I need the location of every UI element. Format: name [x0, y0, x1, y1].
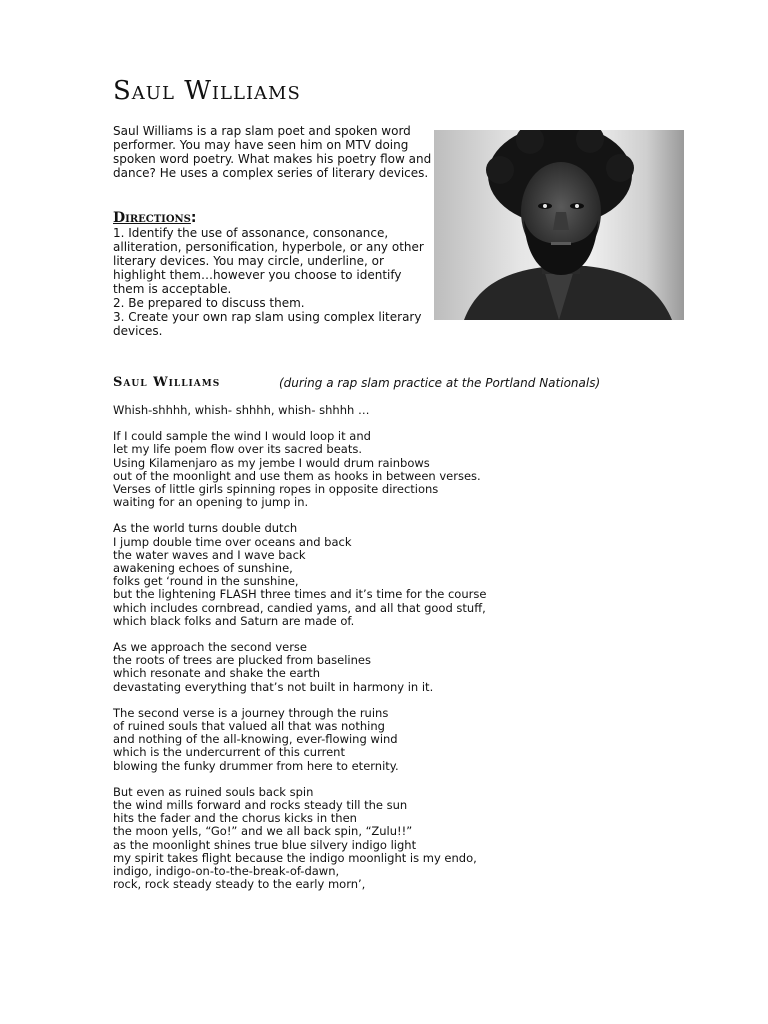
poem-line: I jump double time over oceans and back [113, 534, 352, 549]
author-portrait-image [434, 130, 684, 320]
poem-body [113, 404, 673, 905]
poem-line: waiting for an opening to jump in. [113, 495, 309, 510]
poem-line: Using Kilamenjaro as my jembe I would drum rainbows [113, 455, 430, 470]
poem-stanza [113, 641, 673, 694]
poem-line: blowing the funky drummer from here to eternity. [113, 758, 399, 773]
poem-line: let my life poem flow over its sacred beats. [113, 442, 362, 457]
poem-line: folks get ‘round in the sunshine, [113, 574, 299, 589]
poem-line: devastating everything that’s not built in harmony in it. [113, 679, 434, 694]
poem-stanza [113, 786, 673, 892]
poem-line: indigo, indigo-on-to-the-break-of-dawn, [113, 864, 340, 879]
direction-item: 1. Identify the use of assonance, consonance, alliteration, personification, hyperbole, or any other literary devices. You may circle, underline, or highlight them…however you choose to identify them is acceptable. [113, 226, 424, 296]
poem-line: but the lightening FLASH three times and it’s time for the course [113, 587, 487, 602]
poem-line: rock, rock steady steady to the early morn’, [113, 877, 366, 892]
intro-paragraph: Saul Williams is a rap slam poet and spoken word performer. You may have seen him on MTV doing spoken word poetry. What makes his poetry flow and dance? He uses a complex series of literary devices. [113, 124, 432, 180]
directions-heading: Directions [113, 210, 191, 226]
poem-line: If I could sample the wind I would loop it and [113, 429, 371, 444]
directions-list [113, 226, 433, 338]
poem-stanza [113, 404, 673, 417]
poem-line: the wind mills forward and rocks steady till the sun [113, 798, 408, 813]
poem-line: and nothing of the all-knowing, ever-flowing wind [113, 732, 398, 747]
poem-line: which includes cornbread, candied yams, and all that good stuff, [113, 600, 486, 615]
poem-line: which is the undercurrent of this current [113, 745, 345, 760]
poem-line: As we approach the second verse [113, 640, 307, 655]
poem-line: out of the moonlight and use them as hooks in between verses. [113, 468, 481, 483]
page-title: Saul Williams [113, 76, 301, 106]
poem-context: (during a rap slam practice at the Portland Nationals) [279, 376, 601, 390]
poem-line: The second verse is a journey through the ruins [113, 705, 389, 720]
poem-line: which black folks and Saturn are made of. [113, 613, 355, 628]
poem-line: the moon yells, “Go!” and we all back spin, “Zulu!!” [113, 824, 413, 839]
directions-section [113, 211, 433, 338]
poem-stanza [113, 430, 673, 509]
poem-line: which resonate and shake the earth [113, 666, 321, 681]
poem-line: But even as ruined souls back spin [113, 784, 314, 799]
author-portrait [434, 130, 684, 320]
directions-colon: : [190, 210, 197, 226]
direction-item: 2. Be prepared to discuss them. [113, 296, 305, 310]
poem-stanza [113, 707, 673, 773]
direction-item: 3. Create your own rap slam using complex literary devices. [113, 310, 422, 338]
poem-line: the roots of trees are plucked from baselines [113, 653, 371, 668]
poem-line: as the moonlight shines true blue silvery indigo light [113, 837, 417, 852]
poem-line: of ruined souls that valued all that was nothing [113, 719, 385, 734]
poem-line: Verses of little girls spinning ropes in opposite directions [113, 482, 439, 497]
poem-line: hits the fader and the chorus kicks in then [113, 811, 357, 826]
poem-line: my spirit takes flight because the indigo moonlight is my endo, [113, 850, 477, 865]
poem-stanza [113, 522, 673, 628]
poem-line: Whish-shhhh, whish- shhhh, whish- shhhh … [113, 403, 370, 417]
poem-author: Saul Williams [113, 375, 221, 390]
poem-header [113, 375, 633, 390]
poem-line: As the world turns double dutch [113, 521, 298, 536]
poem-line: the water waves and I wave back [113, 547, 306, 562]
poem-line: awakening echoes of sunshine, [113, 561, 293, 576]
